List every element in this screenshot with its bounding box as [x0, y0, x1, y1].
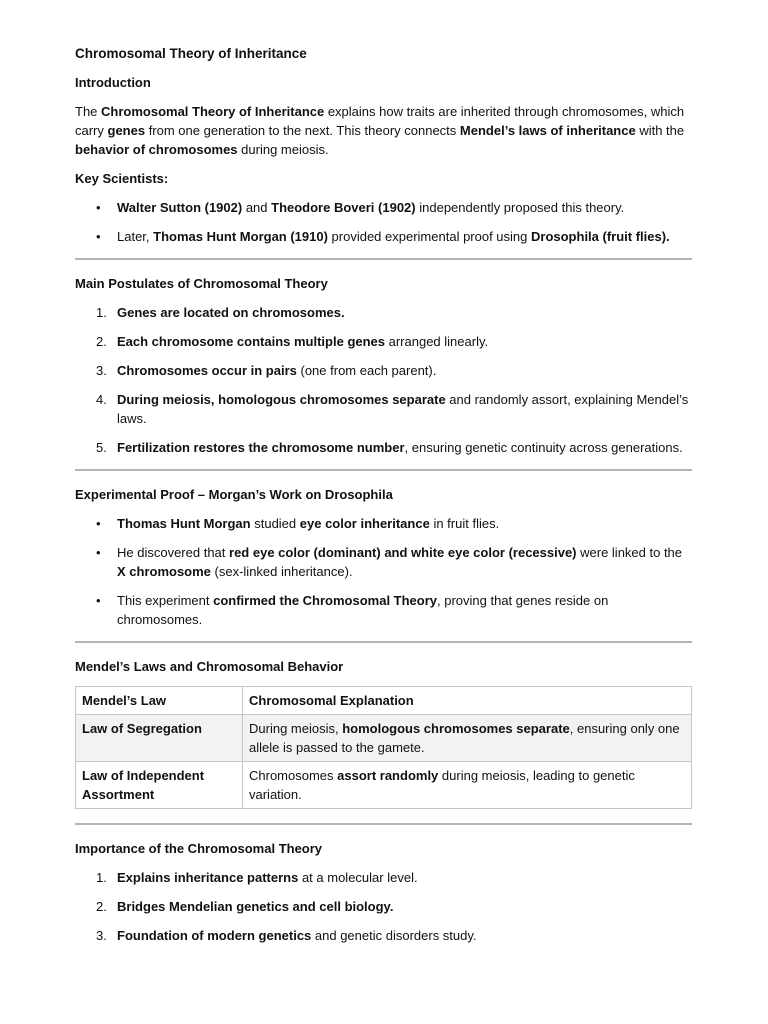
text-run: Chromosomal Theory of Inheritance — [101, 104, 325, 119]
intro-heading: Introduction — [75, 75, 151, 90]
list-item — [75, 332, 692, 351]
text-run: Explains inheritance patterns — [117, 870, 299, 885]
text-run: independently proposed this theory. — [415, 200, 625, 215]
table-row — [76, 762, 692, 809]
text-run: during meiosis. — [237, 142, 329, 157]
text-run: Mendel’s laws of inheritance — [459, 123, 636, 138]
text-run: at a molecular level. — [298, 870, 418, 885]
list-item — [75, 591, 692, 629]
text-run: red eye color (dominant) and white eye color (recessive) — [229, 545, 577, 560]
text-run: with the — [635, 123, 685, 138]
text-run: (sex-linked inheritance). — [210, 564, 353, 579]
text-run: (one from each parent). — [296, 363, 437, 378]
key-scientists-heading: Key Scientists: — [75, 171, 169, 186]
postulates-heading: Main Postulates of Chromosomal Theory — [75, 276, 328, 291]
mendel-heading: Mendel’s Laws and Chromosomal Behavior — [75, 659, 344, 674]
importance-list — [75, 868, 692, 945]
key-scientists-list — [75, 198, 692, 246]
text-run: during meiosis, leading to genetic variation. — [249, 768, 635, 802]
document-title: Chromosomal Theory of Inheritance — [75, 46, 307, 61]
table-cell-law: Law of Segregation — [76, 715, 243, 762]
text-run: Chromosomes — [249, 768, 338, 783]
list-item-text — [117, 440, 683, 455]
text-run: X chromosome — [117, 564, 211, 579]
table-row — [76, 715, 692, 762]
list-item — [75, 868, 692, 887]
list-item — [75, 198, 692, 217]
list-item — [75, 361, 692, 380]
text-run: confirmed the Chromosomal Theory — [213, 593, 438, 608]
text-run: Each chromosome contains multiple genes — [117, 334, 386, 349]
text-run: Thomas Hunt Morgan (1910) — [153, 229, 328, 244]
list-item — [75, 227, 692, 246]
list-item — [75, 926, 692, 945]
text-run: During meiosis, — [249, 721, 343, 736]
text-run: explains how traits are inherited through chromosomes, which carry — [75, 104, 685, 138]
table-cell-explanation — [243, 715, 692, 762]
text-run: Fertilization restores the chromosome number — [117, 440, 405, 455]
text-run: from one generation to the next. This theory connects — [145, 123, 460, 138]
list-item — [75, 543, 692, 581]
list-number: 2. — [96, 899, 107, 914]
text-run: arranged linearly. — [385, 334, 489, 349]
text-run: Genes are located on chromosomes. — [117, 305, 345, 320]
list-item-text — [117, 363, 436, 378]
text-run: Bridges Mendelian genetics and cell biology. — [117, 899, 394, 914]
list-number: 3. — [96, 363, 107, 378]
importance-heading: Importance of the Chromosomal Theory — [75, 841, 323, 856]
text-run: eye color inheritance — [299, 516, 430, 531]
list-item — [75, 438, 692, 457]
proof-heading: Experimental Proof – Morgan’s Work on Drosophila — [75, 487, 393, 502]
text-run: Chromosomes occur in pairs — [117, 363, 297, 378]
mendel-table — [75, 686, 692, 809]
text-run: Later, — [117, 229, 154, 244]
text-run: and — [242, 200, 272, 215]
table-cell-law: Law of Independent Assortment — [76, 762, 243, 809]
text-run: and randomly assort, explaining Mendel’s laws. — [117, 392, 689, 426]
list-item-text — [117, 899, 393, 914]
text-run: genes — [107, 123, 146, 138]
list-number: 2. — [96, 334, 107, 349]
text-run: This experiment — [117, 593, 214, 608]
section-divider — [75, 823, 692, 825]
text-run: Foundation of modern genetics — [117, 928, 312, 943]
table-header-row — [76, 687, 692, 715]
document-content — [75, 44, 692, 955]
text-run: , ensuring genetic continuity across generations. — [404, 440, 683, 455]
text-run: He discovered that — [117, 545, 230, 560]
postulates-list — [75, 303, 692, 457]
list-number: 3. — [96, 928, 107, 943]
section-divider — [75, 641, 692, 643]
list-item — [75, 303, 692, 322]
list-item-text — [117, 928, 477, 943]
table-header-cell: Chromosomal Explanation — [243, 687, 692, 715]
list-item-text — [117, 870, 418, 885]
text-run: , ensuring only one allele is passed to the gamete. — [249, 721, 680, 755]
section-divider — [75, 258, 692, 260]
list-item — [75, 514, 692, 533]
text-run: The — [75, 104, 102, 119]
text-run: During meiosis, homologous chromosomes separate — [117, 392, 446, 407]
text-run: behavior of chromosomes — [75, 142, 238, 157]
list-item-text — [117, 334, 488, 349]
list-number: 1. — [96, 305, 107, 320]
text-run: Thomas Hunt Morgan — [117, 516, 251, 531]
list-number: 4. — [96, 392, 107, 407]
intro-paragraph — [75, 102, 692, 159]
table-cell-explanation — [243, 762, 692, 809]
text-run: provided experimental proof using — [327, 229, 531, 244]
text-run: in fruit flies. — [429, 516, 500, 531]
text-run: Theodore Boveri (1902) — [271, 200, 416, 215]
list-item — [75, 897, 692, 916]
section-divider — [75, 469, 692, 471]
text-run: assort randomly — [337, 768, 439, 783]
text-run: and genetic disorders study. — [311, 928, 477, 943]
text-run: Drosophila (fruit flies). — [531, 229, 670, 244]
text-run: studied — [250, 516, 300, 531]
list-item-text — [117, 392, 688, 426]
text-run: homologous chromosomes separate — [342, 721, 570, 736]
list-number: 1. — [96, 870, 107, 885]
table-header-cell: Mendel’s Law — [76, 687, 243, 715]
text-run: were linked to the — [576, 545, 683, 560]
proof-list — [75, 514, 692, 629]
list-item — [75, 390, 692, 428]
list-item-text — [117, 305, 345, 320]
list-number: 5. — [96, 440, 107, 455]
text-run: , proving that genes reside on chromosomes. — [117, 593, 609, 627]
text-run: Walter Sutton (1902) — [117, 200, 243, 215]
